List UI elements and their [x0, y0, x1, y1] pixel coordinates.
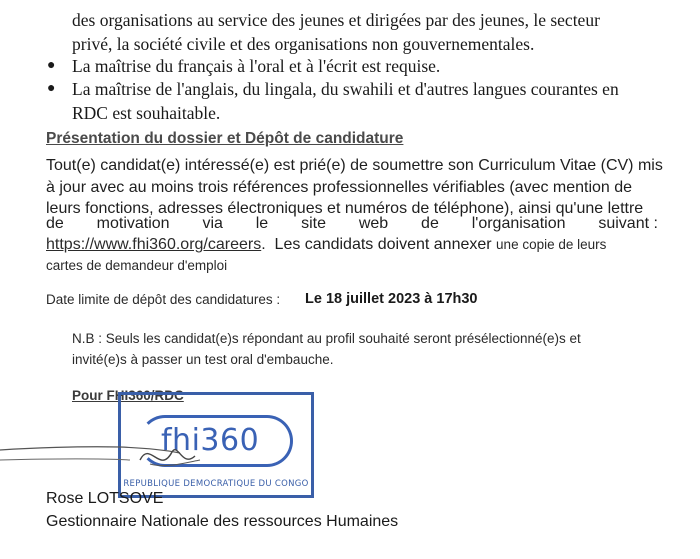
handwritten-signature: [0, 420, 240, 500]
body-line-2: à jour avec au moins trois références professionnelles vérifiables (avec mention de: [46, 179, 633, 196]
logo-text: fhi360: [161, 423, 260, 458]
bullet-dot-icon: ●: [47, 58, 56, 73]
annex-text: . Les candidats doivent annexer: [261, 236, 492, 253]
word: l'organisation: [471, 215, 566, 232]
note-line-2: invité(e)s à passer un test oral d'embauche.: [72, 352, 334, 367]
signatory-title: Gestionnaire Nationale des ressources Humaines: [46, 513, 399, 530]
annex-tail: une copie de leurs: [496, 237, 607, 252]
bullet-1-text: La maîtrise du français à l'oral et à l'écrit est requise.: [72, 56, 441, 76]
body-line-5: [46, 234, 606, 256]
word: site: [301, 215, 326, 232]
body-line-3: leurs fonctions, adresses électroniques et numéros de téléphone), ainsi qu'une lettre: [46, 200, 644, 217]
continuation-line-2: privé, la société civile et des organisations non gouvernementales.: [72, 34, 535, 54]
word: de: [46, 215, 64, 232]
signature-stroke: [150, 460, 200, 466]
bullet-2-text-line-1: La maîtrise de l'anglais, du lingala, du swahili et d'autres langues courantes en: [72, 79, 619, 99]
body-line-6: cartes de demandeur d'emploi: [46, 258, 228, 273]
signature-stroke: [0, 447, 180, 453]
note-line-1: N.B : Seuls les candidat(e)s répondant au profil souhaité seront présélectionné(e)s et: [72, 331, 581, 346]
word: motivation: [96, 215, 170, 232]
pour-label: Pour FHI360/RDC: [72, 388, 184, 403]
signatory-name: Rose LOTSOVE: [46, 490, 164, 507]
deadline-value: Le 18 juillet 2023 à 17h30: [305, 291, 478, 307]
stamp-caption: REPUBLIQUE DEMOCRATIQUE DU CONGO: [123, 479, 309, 489]
word: via: [202, 215, 223, 232]
word: web: [358, 215, 389, 232]
signature-stroke: [0, 459, 130, 460]
body-line-1: Tout(e) candidat(e) intéressé(e) est prié(e) de soumettre son Curriculum Vitae (CV) mis: [46, 157, 663, 174]
deadline-label: Date limite de dépôt des candidatures :: [46, 292, 281, 307]
word: suivant :: [598, 215, 658, 232]
bullet-2-text-line-2: RDC est souhaitable.: [72, 103, 221, 123]
word: de: [421, 215, 439, 232]
word: le: [255, 215, 269, 232]
body-line-4: [46, 213, 658, 235]
section-heading: Présentation du dossier et Dépôt de candidature: [46, 130, 404, 147]
bullet-dot-icon: ●: [47, 81, 56, 96]
continuation-line-1: des organisations au service des jeunes et dirigées par des jeunes, le secteur: [72, 10, 600, 30]
careers-link[interactable]: https://www.fhi360.org/careers: [46, 236, 262, 253]
